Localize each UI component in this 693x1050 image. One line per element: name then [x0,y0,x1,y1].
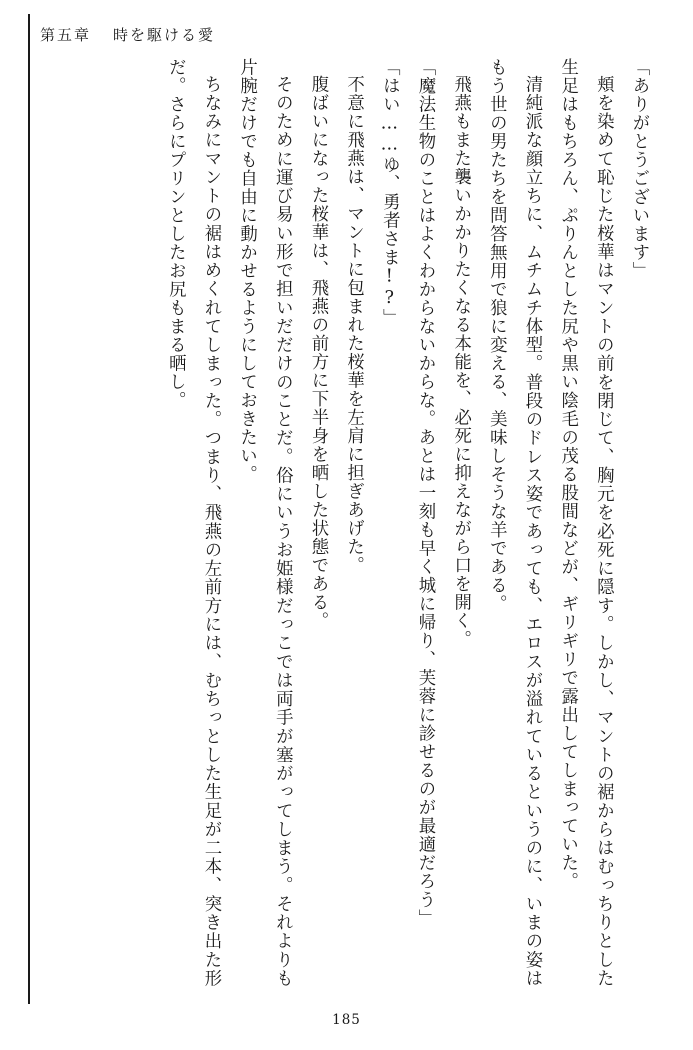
paragraph: 清純派な顔立ちに、ムチムチ体型。普段のドレス姿であっても、エロスが溢れているというのに、いまの姿はもう世の男たちを問答無用で狼に変える、美味しそうな羊である。 [486,58,542,988]
body-text [36,58,656,988]
paragraph: 「ありがとうございます」 [629,58,649,280]
paragraph: 飛燕もまた襲いかかりたくなる本能を、必死に抑えながら口を開く。 [450,75,471,649]
chapter-number: 第五章 [40,25,92,44]
left-margin-rule [28,14,30,1004]
chapter-title: 時を駆ける愛 [113,25,216,44]
paragraph: 「はい……ゆ、勇者さま!?」 [379,58,400,328]
paragraph: そのために運び易い形で担いだだけのことだ。俗にいうお姫様だっこでは両手が塞がってしまう。それよりも片腕だけでも自由に動かせるようにしておきたい。 [236,58,293,988]
page-header [40,18,653,50]
paragraph: 腹ばいになった桜華は、飛燕の前方に下半身を晒した状態である。 [307,75,328,631]
paragraph: 頬を染めて恥じた桜華はマントの前を閉じて、胸元を必死に隠す。しかし、マントの裾からはむっちりとした生足はもちろん、ぷりんとした尻や黒い陰毛の茂る股間などが、ギリギリで露出してしまっていた。 [557,58,614,988]
paragraph: 「魔法生物のことはよくわからないからな。あとは一刻も早く城に帰り、芙蓉に診せるのが最適だろう」 [414,58,435,928]
paragraph: 不意に飛燕は、マントに包まれた桜華を左肩に担ぎあげた。 [343,75,364,575]
paragraph: ちなみにマントの裾はめくれてしまった。つまり、飛燕の左前方には、むちっとした生足が二本、突き出た形だ。さらにプリンとしたお尻もまる晒し。 [165,58,221,988]
page-number: 185 [332,1012,361,1028]
